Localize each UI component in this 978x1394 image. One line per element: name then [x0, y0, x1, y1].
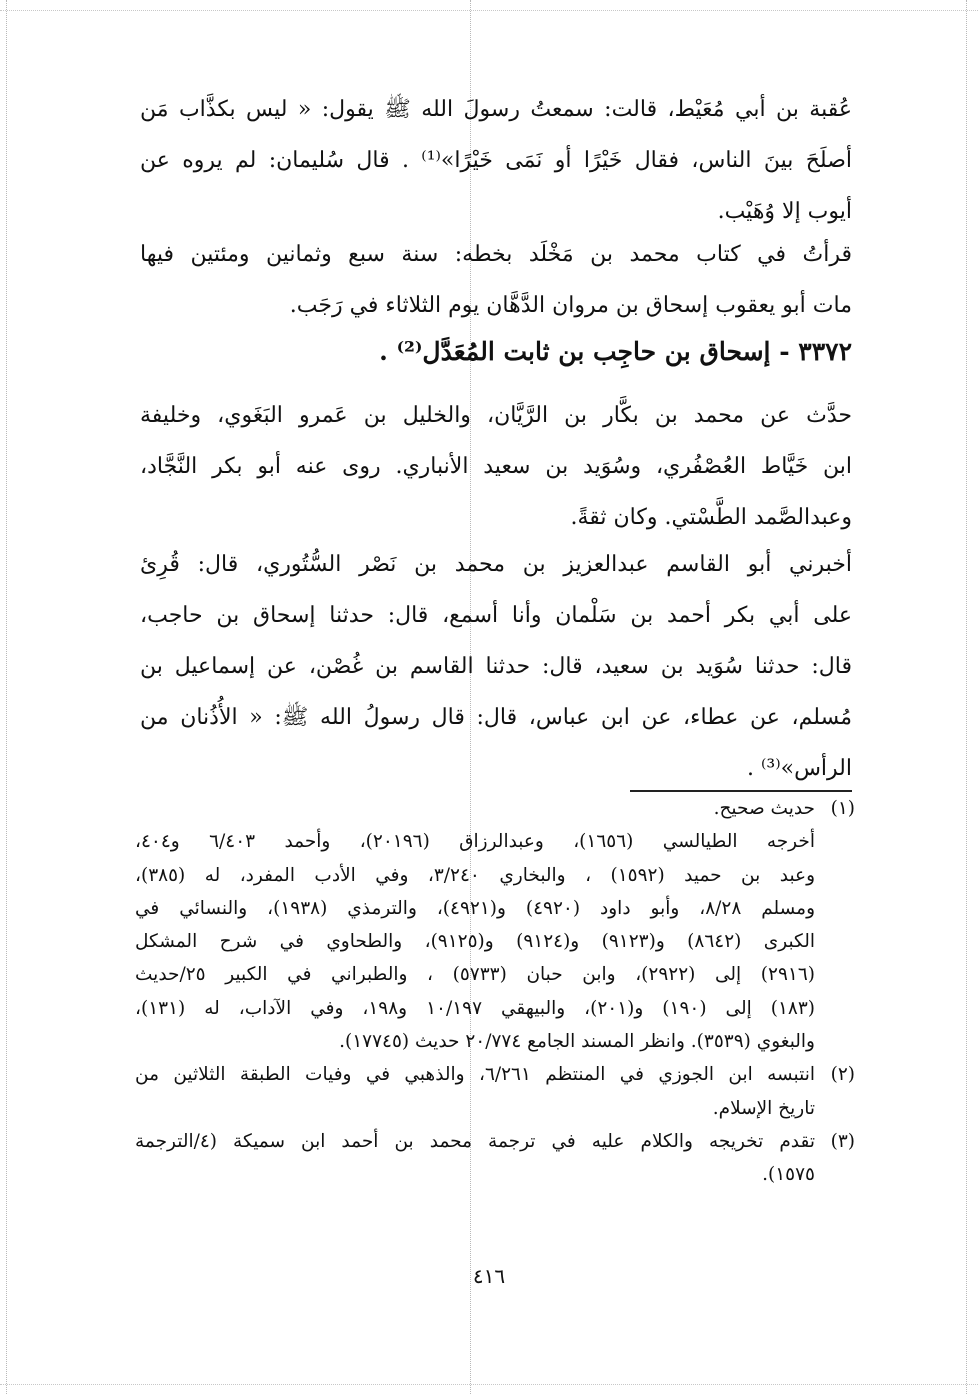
paragraph-1: [140, 84, 852, 237]
footnote-3: [135, 1125, 855, 1192]
text-line: قال: حدثنا سُوَيد بن سعيد، قال: حدثنا القاسم بن غُصْن، عن إسماعيل بن: [140, 654, 852, 679]
footnote-line: تقدم تخريجه والكلام عليه في ترجمة محمد بن أحمد ابن سميكة (٤/الترجمة: [135, 1130, 815, 1152]
text-line: حدَّث عن محمد بن بكَّار بن الرَّيَّان، والخليل بن عَمرو البَغَوي، وخليفة: [140, 403, 852, 428]
footnote-number: (١): [830, 798, 855, 819]
scan-guide-line: [0, 1384, 978, 1385]
scan-guide-line: [0, 10, 978, 11]
footnote-1: [135, 792, 855, 825]
entry-heading: ٣٣٧٢ - إسحاق بن حاجِب بن ثابت المُعَدَّل⁽²⁾ .: [379, 337, 852, 366]
footnote-line: أخرجه الطيالسي (١٦٥٦)، وعبدالرزاق (٢٠١٩٦)، وأحمد ٦/٤٠٣ و٤٠٤،: [135, 831, 815, 853]
footnote-line: حديث صحيح.: [713, 798, 815, 819]
footnote-1-detail: [135, 825, 855, 1058]
text-line: ابن خَيَّاط العُصْفُري، وسُوَيد بن سعيد الأنباري. روى عنه أبو بكر النَّجَّاد،: [140, 454, 852, 479]
text-line: على أبي بكر أحمد بن سَلْمان وأنا أسمع، قال: حدثنا إسحاق بن حاجب،: [140, 603, 852, 628]
paragraph-3: [140, 390, 852, 543]
footnote-line: تاريخ الإسلام.: [712, 1097, 815, 1119]
footnotes: [135, 792, 855, 1192]
text-line: أصلَحَ بينَ الناس، فقال خَيْرًا أو نَمَى خَيْرًا»⁽¹⁾ . قال سُليمان: لم يروه عن: [140, 148, 852, 173]
footnote-number: (٣): [830, 1130, 855, 1152]
footnote-line: الكبرى (٨٦٤٢) و(٩١٢٣) و(٩١٢٤) و(٩١٢٥)، والطحاوي في شرح المشكل: [135, 931, 816, 953]
text-line: عُقبة بن أبي مُعَيْط، قالت: سمعتُ رسولَ الله ﷺ يقول: « ليس بكذَّاب مَن: [140, 97, 852, 122]
text-line: مات أبو يعقوب إسحاق بن مروان الدَّهَّان يوم الثلاثاء في رَجَب.: [289, 293, 852, 318]
paragraph-4: [140, 539, 852, 794]
text-line: قرأتُ في كتاب محمد بن مَخْلَد بخطه: سنة سبع وثمانين ومئتين فيها: [140, 242, 852, 267]
footnote-2: [135, 1058, 855, 1125]
footnote-line: (١٨٣) إلى (١٩٠) و(٢٠١)، والبيهقي ١٠/١٩٧ و١٩٨، وفي الآداب، له (١٣١)،: [135, 997, 815, 1019]
text-line: الرأس»⁽³⁾ .: [746, 756, 852, 781]
footnote-number: [815, 825, 855, 1058]
text-line: أخبرني أبو القاسم عبدالعزيز بن محمد بن نَصْر السُّتُوري، قال: قُرِئ: [140, 552, 852, 577]
footnote-line: ومسلم ٨/٢٨، وأبو داود (٤٩٢٠) و(٤٩٢١)، والترمذي (١٩٣٨)، والنسائي في: [135, 897, 815, 919]
text-line: أيوب إلا وُهَيْب.: [717, 199, 852, 224]
scan-guide-line: [966, 0, 967, 1394]
text-line: وعبدالصَّمد الطَّسْتي. وكان ثقةً.: [570, 505, 852, 530]
footnote-line: والبغوي (٣٥٣٩). وانظر المسند الجامع ٢٠/٧٧٤ حديث (١٧٧٤٥).: [339, 1031, 815, 1053]
footnote-line: (٢٩١٦) إلى (٢٩٢٢)، وابن حبان (٥٧٣٣) ، والطبراني في الكبير ٢٥/حديث: [135, 964, 815, 986]
text-line: مُسلم، عن عطاء، عن ابن عباس، قال: قال رسولُ الله ﷺ: « الأُذُنان من: [140, 705, 852, 730]
page-number: ٤١٦: [472, 1264, 506, 1288]
paragraph-2: [140, 229, 852, 331]
footnote-line: ١٥٧٥).: [762, 1164, 815, 1186]
scan-guide-line: [6, 0, 7, 1394]
footnote-line: انتبسه ابن الجوزي في المنتظم ٦/٢٦١، والذهبي في وفيات الطبقة الثلاثين من: [135, 1064, 815, 1086]
footnote-line: وعبد بن حميد (١٥٩٢) ، والبخاري ٣/٢٤٠، وفي الأدب المفرد، له (٣٨٥)،: [135, 864, 816, 886]
footnote-number: (٢): [830, 1064, 855, 1086]
